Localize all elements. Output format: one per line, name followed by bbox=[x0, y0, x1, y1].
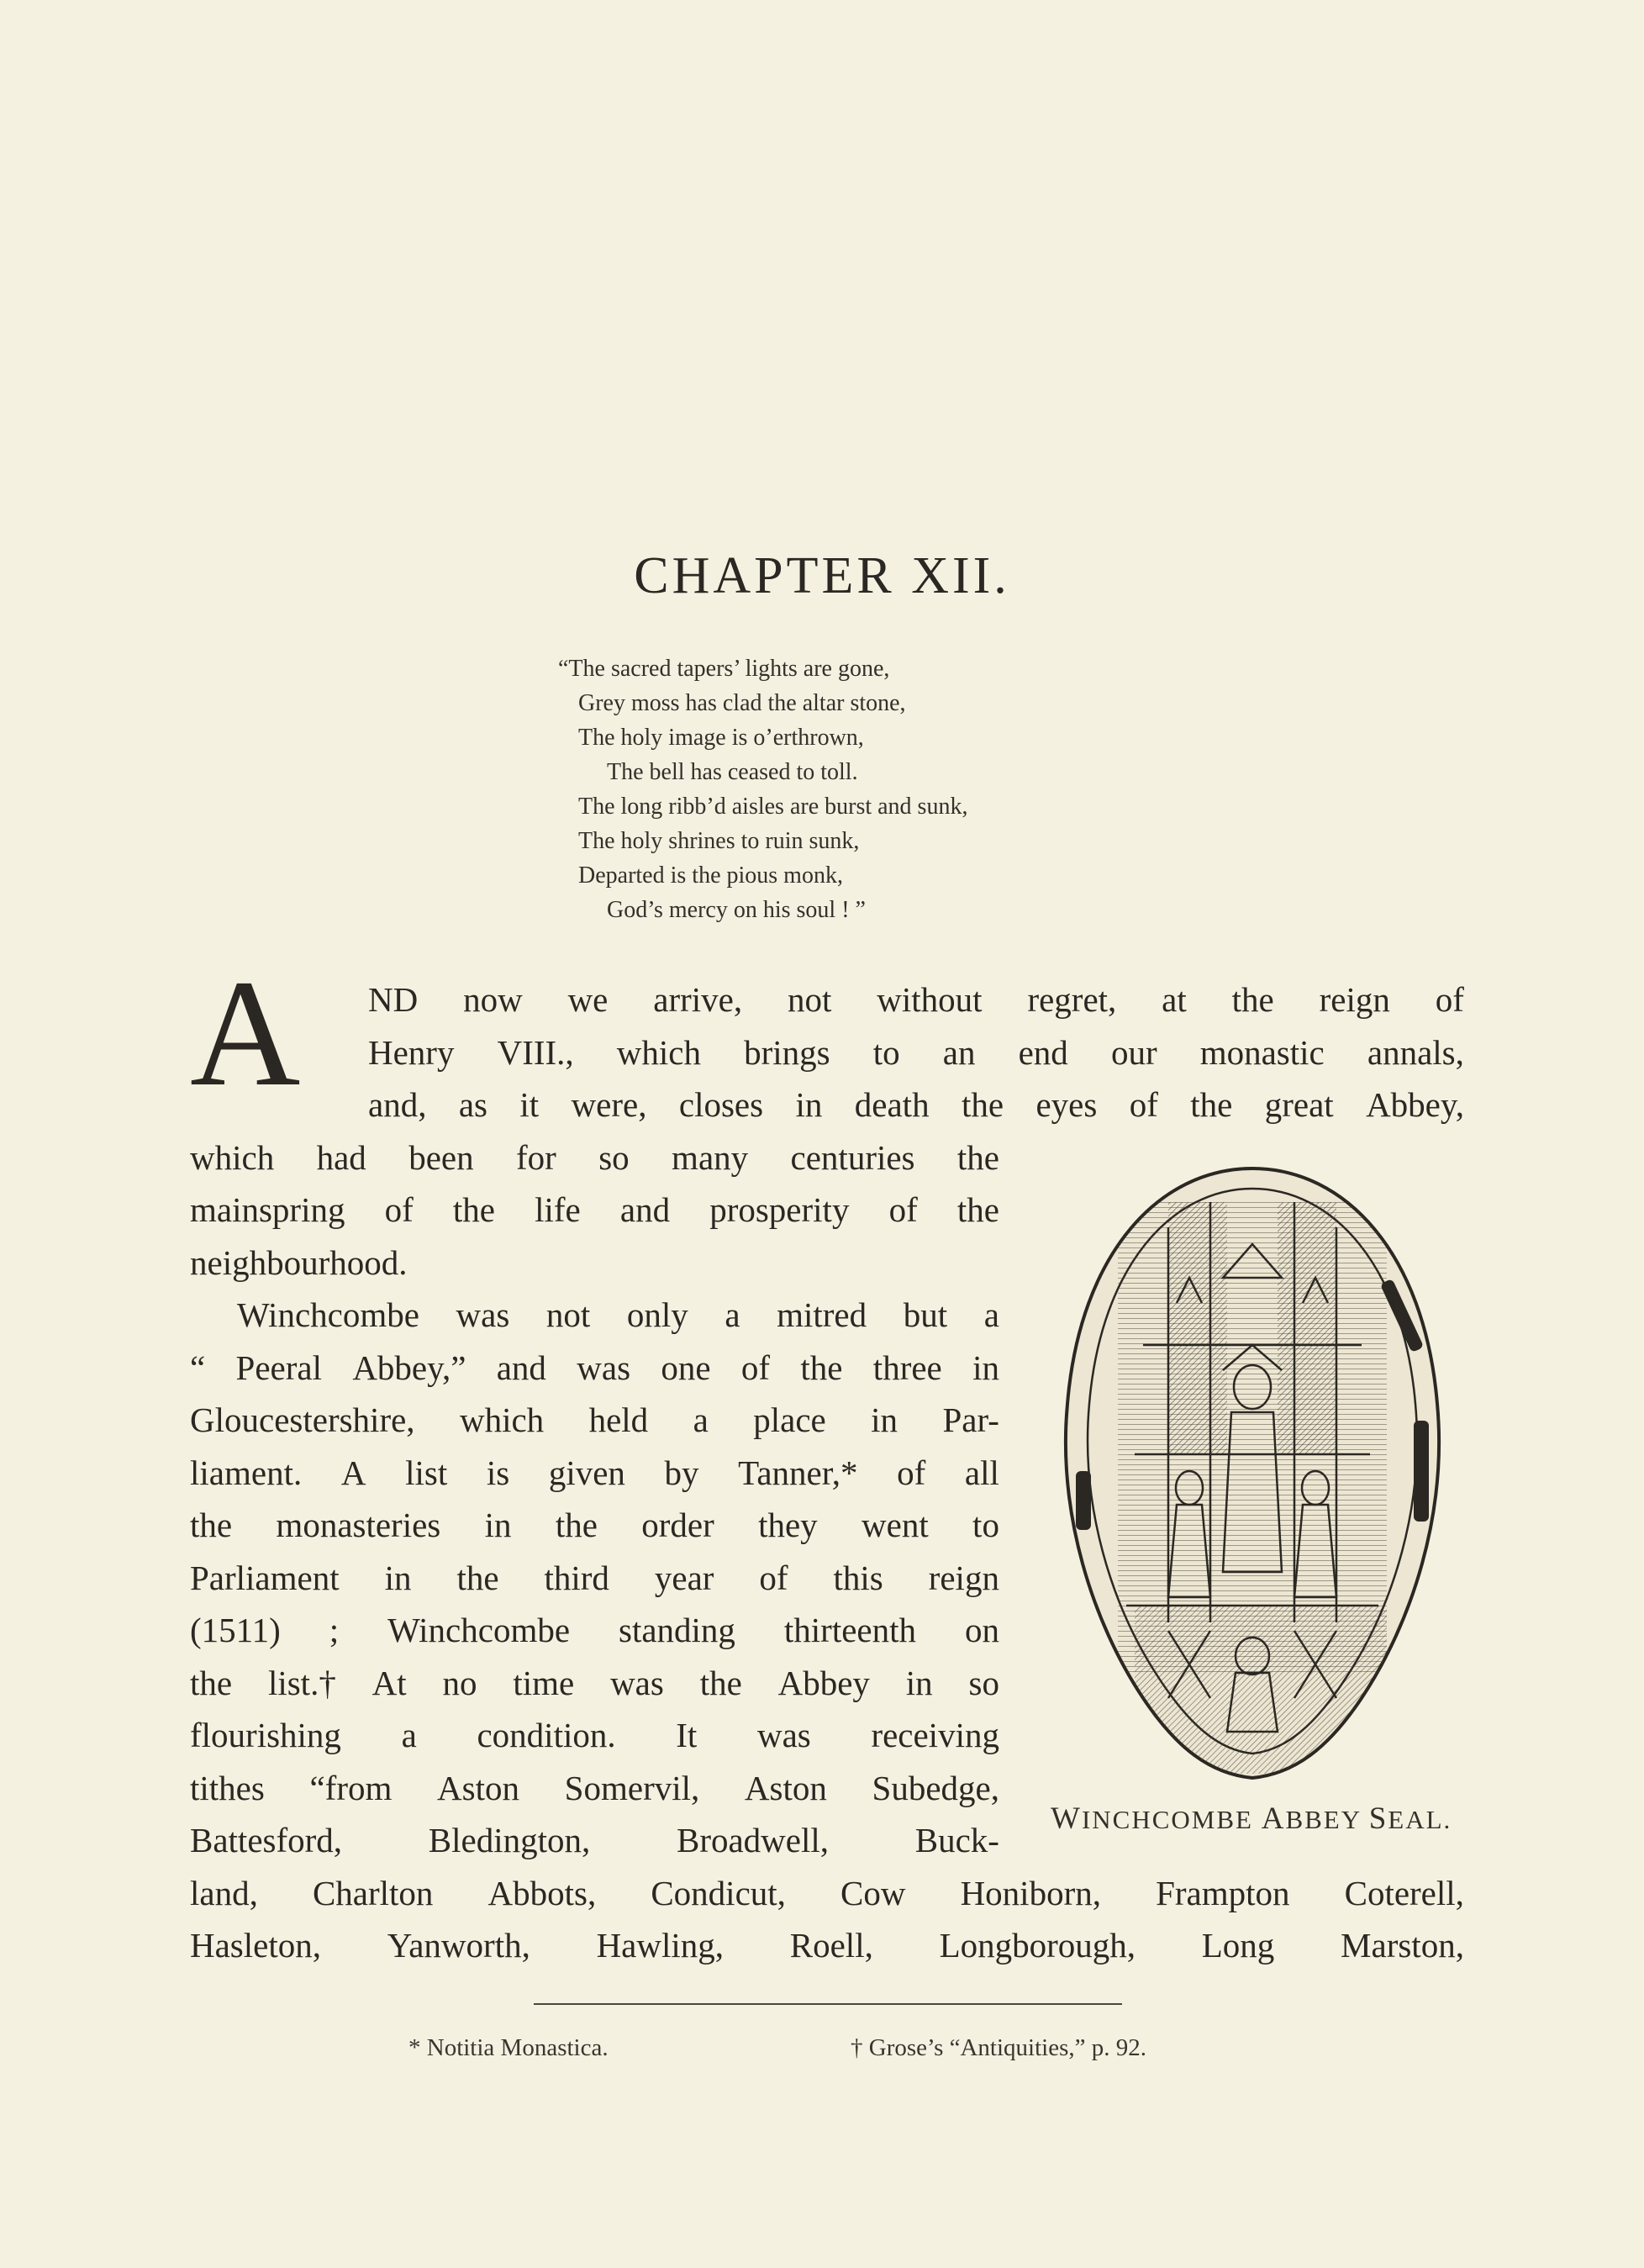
word: an bbox=[942, 1032, 976, 1072]
word: end bbox=[1018, 1032, 1068, 1072]
body-line bbox=[190, 1867, 1464, 1920]
word: which bbox=[616, 1032, 701, 1072]
body-line bbox=[190, 1552, 999, 1605]
word: in bbox=[384, 1558, 412, 1597]
epigraph-line: God’s mercy on his soul ! ” bbox=[607, 897, 866, 923]
word: time bbox=[513, 1663, 575, 1702]
epigraph-line: The holy image is o’erthrown, bbox=[578, 725, 864, 751]
word: mitred bbox=[777, 1295, 867, 1334]
epigraph-line: Grey moss has clad the altar stone, bbox=[578, 690, 906, 716]
word: VIII., bbox=[497, 1032, 574, 1072]
word: the bbox=[456, 1558, 499, 1597]
epigraph-line: The holy shrines to ruin sunk, bbox=[578, 828, 860, 854]
word: Abbey,” bbox=[352, 1348, 466, 1387]
word: the bbox=[1231, 980, 1274, 1019]
word: thirteenth bbox=[783, 1611, 917, 1649]
word: It bbox=[676, 1716, 698, 1754]
word: place bbox=[753, 1400, 826, 1439]
word: third bbox=[544, 1558, 609, 1597]
word: all bbox=[964, 1453, 999, 1492]
word: was bbox=[456, 1295, 510, 1334]
word: the bbox=[190, 1506, 233, 1544]
word: we bbox=[567, 980, 609, 1019]
word: Long bbox=[1201, 1926, 1275, 1965]
body-line bbox=[190, 1394, 999, 1447]
word: not bbox=[545, 1295, 591, 1334]
word: they bbox=[758, 1506, 818, 1544]
word: prosperity bbox=[709, 1190, 850, 1229]
word: Abbey bbox=[777, 1663, 870, 1702]
word: this bbox=[833, 1558, 883, 1597]
word: list bbox=[405, 1453, 448, 1492]
epigraph-poem bbox=[558, 651, 1167, 927]
word: on bbox=[964, 1611, 999, 1649]
word: were, bbox=[571, 1085, 647, 1124]
word: A bbox=[340, 1453, 366, 1492]
word: Henry bbox=[368, 1032, 455, 1072]
word: annals, bbox=[1367, 1032, 1464, 1072]
epigraph-line: The bell has ceased to toll. bbox=[607, 759, 858, 785]
word: flourishing bbox=[190, 1716, 341, 1754]
word: Aston bbox=[744, 1768, 827, 1807]
word: Hawling, bbox=[596, 1926, 725, 1965]
word: ND bbox=[368, 980, 419, 1019]
word: Yanworth, bbox=[387, 1926, 530, 1965]
chapter-title: CHAPTER XII. bbox=[634, 547, 1010, 604]
word: a bbox=[983, 1295, 999, 1334]
word: of bbox=[759, 1558, 788, 1597]
word: it bbox=[519, 1085, 540, 1124]
word: reign bbox=[928, 1558, 999, 1597]
word: had bbox=[316, 1137, 366, 1177]
word: and, bbox=[368, 1085, 427, 1124]
body-line bbox=[190, 1447, 999, 1500]
word: year bbox=[654, 1558, 714, 1597]
word: Subedge, bbox=[872, 1768, 999, 1807]
body-line bbox=[190, 1709, 999, 1762]
word: is bbox=[486, 1453, 510, 1492]
word: the bbox=[961, 1085, 1004, 1124]
footnote-divider bbox=[534, 2003, 1122, 2005]
word: now bbox=[463, 980, 523, 1019]
word: centuries bbox=[790, 1137, 915, 1177]
word: and bbox=[619, 1190, 671, 1229]
word: Coterell, bbox=[1344, 1873, 1464, 1912]
word: ; bbox=[329, 1611, 340, 1649]
word: to bbox=[972, 1506, 999, 1544]
word: the bbox=[1190, 1085, 1233, 1124]
word: reign bbox=[1319, 980, 1390, 1019]
word: of bbox=[740, 1348, 771, 1387]
drop-cap: A bbox=[190, 949, 301, 1118]
word: went bbox=[862, 1506, 929, 1544]
word: Winchcombe bbox=[237, 1295, 419, 1334]
word: Cow bbox=[840, 1873, 906, 1912]
word: tithes bbox=[190, 1768, 265, 1807]
word: so bbox=[598, 1137, 630, 1177]
word: of bbox=[897, 1453, 926, 1492]
word: which bbox=[190, 1137, 275, 1177]
seal-caption bbox=[1051, 1801, 1452, 1837]
word: no bbox=[442, 1663, 477, 1702]
word: condition. bbox=[477, 1716, 616, 1754]
word: At bbox=[371, 1663, 407, 1702]
body-line bbox=[190, 1342, 999, 1395]
word: as bbox=[458, 1085, 487, 1124]
word: Broadwell, bbox=[676, 1821, 830, 1859]
word: liament. bbox=[190, 1453, 303, 1492]
word: Condicut, bbox=[651, 1873, 786, 1912]
word: the bbox=[555, 1506, 598, 1544]
word: order bbox=[641, 1506, 714, 1544]
caption-initial: A bbox=[1261, 1801, 1286, 1836]
word: was bbox=[577, 1348, 631, 1387]
caption-word: INCHCOMBE bbox=[1081, 1805, 1253, 1834]
word: in bbox=[905, 1663, 933, 1702]
word: Par- bbox=[942, 1400, 999, 1439]
caption-initial: S bbox=[1368, 1801, 1388, 1836]
body-line bbox=[190, 1604, 999, 1657]
word: been bbox=[408, 1137, 474, 1177]
word: (1511) bbox=[190, 1611, 281, 1649]
word: held bbox=[588, 1400, 649, 1439]
word: Marston, bbox=[1341, 1926, 1464, 1965]
epigraph-line: Departed is the pious monk, bbox=[578, 862, 843, 889]
word: in bbox=[484, 1506, 512, 1544]
abbey-seal-illustration bbox=[1042, 1152, 1462, 1791]
word: Aston bbox=[437, 1768, 520, 1807]
body-line bbox=[190, 1131, 999, 1184]
epigraph-line: The long ribb’d aisles are burst and sunk, bbox=[578, 794, 968, 820]
word: Parliament bbox=[190, 1558, 340, 1597]
word: Gloucestershire, bbox=[190, 1400, 415, 1439]
word: “ bbox=[190, 1348, 206, 1387]
word: and bbox=[496, 1348, 546, 1387]
caption-initial: W bbox=[1051, 1801, 1082, 1836]
word: was bbox=[610, 1663, 664, 1702]
word: of bbox=[888, 1190, 918, 1229]
word: the bbox=[956, 1190, 999, 1229]
word: Hasleton, bbox=[190, 1926, 321, 1965]
word: a bbox=[725, 1295, 740, 1334]
word: in bbox=[795, 1085, 823, 1124]
body-line: neighbourhood. bbox=[190, 1242, 408, 1282]
word: of bbox=[1435, 980, 1464, 1019]
word: given bbox=[548, 1453, 625, 1492]
word: receiving bbox=[871, 1716, 999, 1754]
word: not bbox=[787, 980, 832, 1019]
word: so bbox=[968, 1663, 999, 1702]
word: many bbox=[672, 1137, 749, 1177]
body-line bbox=[190, 1026, 1464, 1079]
word: by bbox=[664, 1453, 699, 1492]
word: Peeral bbox=[235, 1348, 322, 1387]
word: Buck- bbox=[914, 1821, 999, 1859]
word: Winchcombe bbox=[387, 1611, 571, 1649]
body-line bbox=[190, 1289, 999, 1342]
word: the bbox=[699, 1663, 742, 1702]
word: the bbox=[956, 1137, 999, 1177]
word: Longborough, bbox=[939, 1926, 1136, 1965]
word: for bbox=[515, 1137, 556, 1177]
word: standing bbox=[619, 1611, 735, 1649]
body-line bbox=[190, 1079, 1464, 1131]
word: Charlton bbox=[312, 1873, 434, 1912]
word: death bbox=[854, 1085, 930, 1124]
word: great bbox=[1264, 1085, 1334, 1124]
footnote-grose: † Grose’s “Antiquities,” p. 92. bbox=[851, 2034, 1146, 2061]
body-line bbox=[190, 1657, 999, 1710]
word: monastic bbox=[1199, 1032, 1325, 1072]
word: Honiborn, bbox=[960, 1873, 1101, 1912]
word: monasteries bbox=[276, 1506, 441, 1544]
word: a bbox=[693, 1400, 709, 1439]
word: eyes bbox=[1035, 1085, 1098, 1124]
word: regret, bbox=[1027, 980, 1117, 1019]
word: land, bbox=[190, 1873, 258, 1912]
body-line bbox=[190, 1814, 999, 1867]
word: of bbox=[384, 1190, 414, 1229]
word: brings bbox=[744, 1032, 830, 1072]
footnote-notitia: * Notitia Monastica. bbox=[408, 2034, 609, 2061]
body-line bbox=[190, 973, 1464, 1026]
word: was bbox=[757, 1716, 811, 1754]
word: Battesford, bbox=[190, 1821, 343, 1859]
word: the bbox=[800, 1348, 843, 1387]
word: one bbox=[661, 1348, 711, 1387]
word: the bbox=[452, 1190, 495, 1229]
word: arrive, bbox=[653, 980, 743, 1019]
body-line bbox=[190, 1184, 999, 1237]
word: the bbox=[190, 1663, 233, 1702]
word: mainspring bbox=[190, 1190, 345, 1229]
word: of bbox=[1129, 1085, 1158, 1124]
word: three bbox=[872, 1348, 942, 1387]
word: Roell, bbox=[789, 1926, 873, 1965]
word: without bbox=[877, 980, 983, 1019]
word: closes bbox=[678, 1085, 764, 1124]
word: only bbox=[626, 1295, 688, 1334]
word: to bbox=[872, 1032, 900, 1072]
word: Somervil, bbox=[564, 1768, 700, 1807]
caption-word: BBEY bbox=[1285, 1805, 1361, 1834]
word: Bledington, bbox=[428, 1821, 591, 1859]
word: Abbey, bbox=[1366, 1085, 1464, 1124]
word: life bbox=[535, 1190, 581, 1229]
body-line bbox=[190, 1919, 1464, 1972]
word: in bbox=[871, 1400, 898, 1439]
caption-word: EAL. bbox=[1388, 1805, 1452, 1834]
word: Frampton bbox=[1156, 1873, 1290, 1912]
word: but bbox=[903, 1295, 948, 1334]
body-line bbox=[190, 1762, 999, 1815]
word: which bbox=[459, 1400, 545, 1439]
word: Abbots, bbox=[487, 1873, 597, 1912]
body-line bbox=[190, 1499, 999, 1552]
word: Tanner,* bbox=[738, 1453, 858, 1492]
word: at bbox=[1162, 980, 1187, 1019]
word: our bbox=[1110, 1032, 1157, 1072]
word: list.† bbox=[267, 1663, 336, 1702]
word: “from bbox=[309, 1768, 393, 1807]
word: in bbox=[972, 1348, 999, 1387]
epigraph-line: “The sacred tapers’ lights are gone, bbox=[558, 656, 890, 682]
word: a bbox=[401, 1716, 417, 1754]
